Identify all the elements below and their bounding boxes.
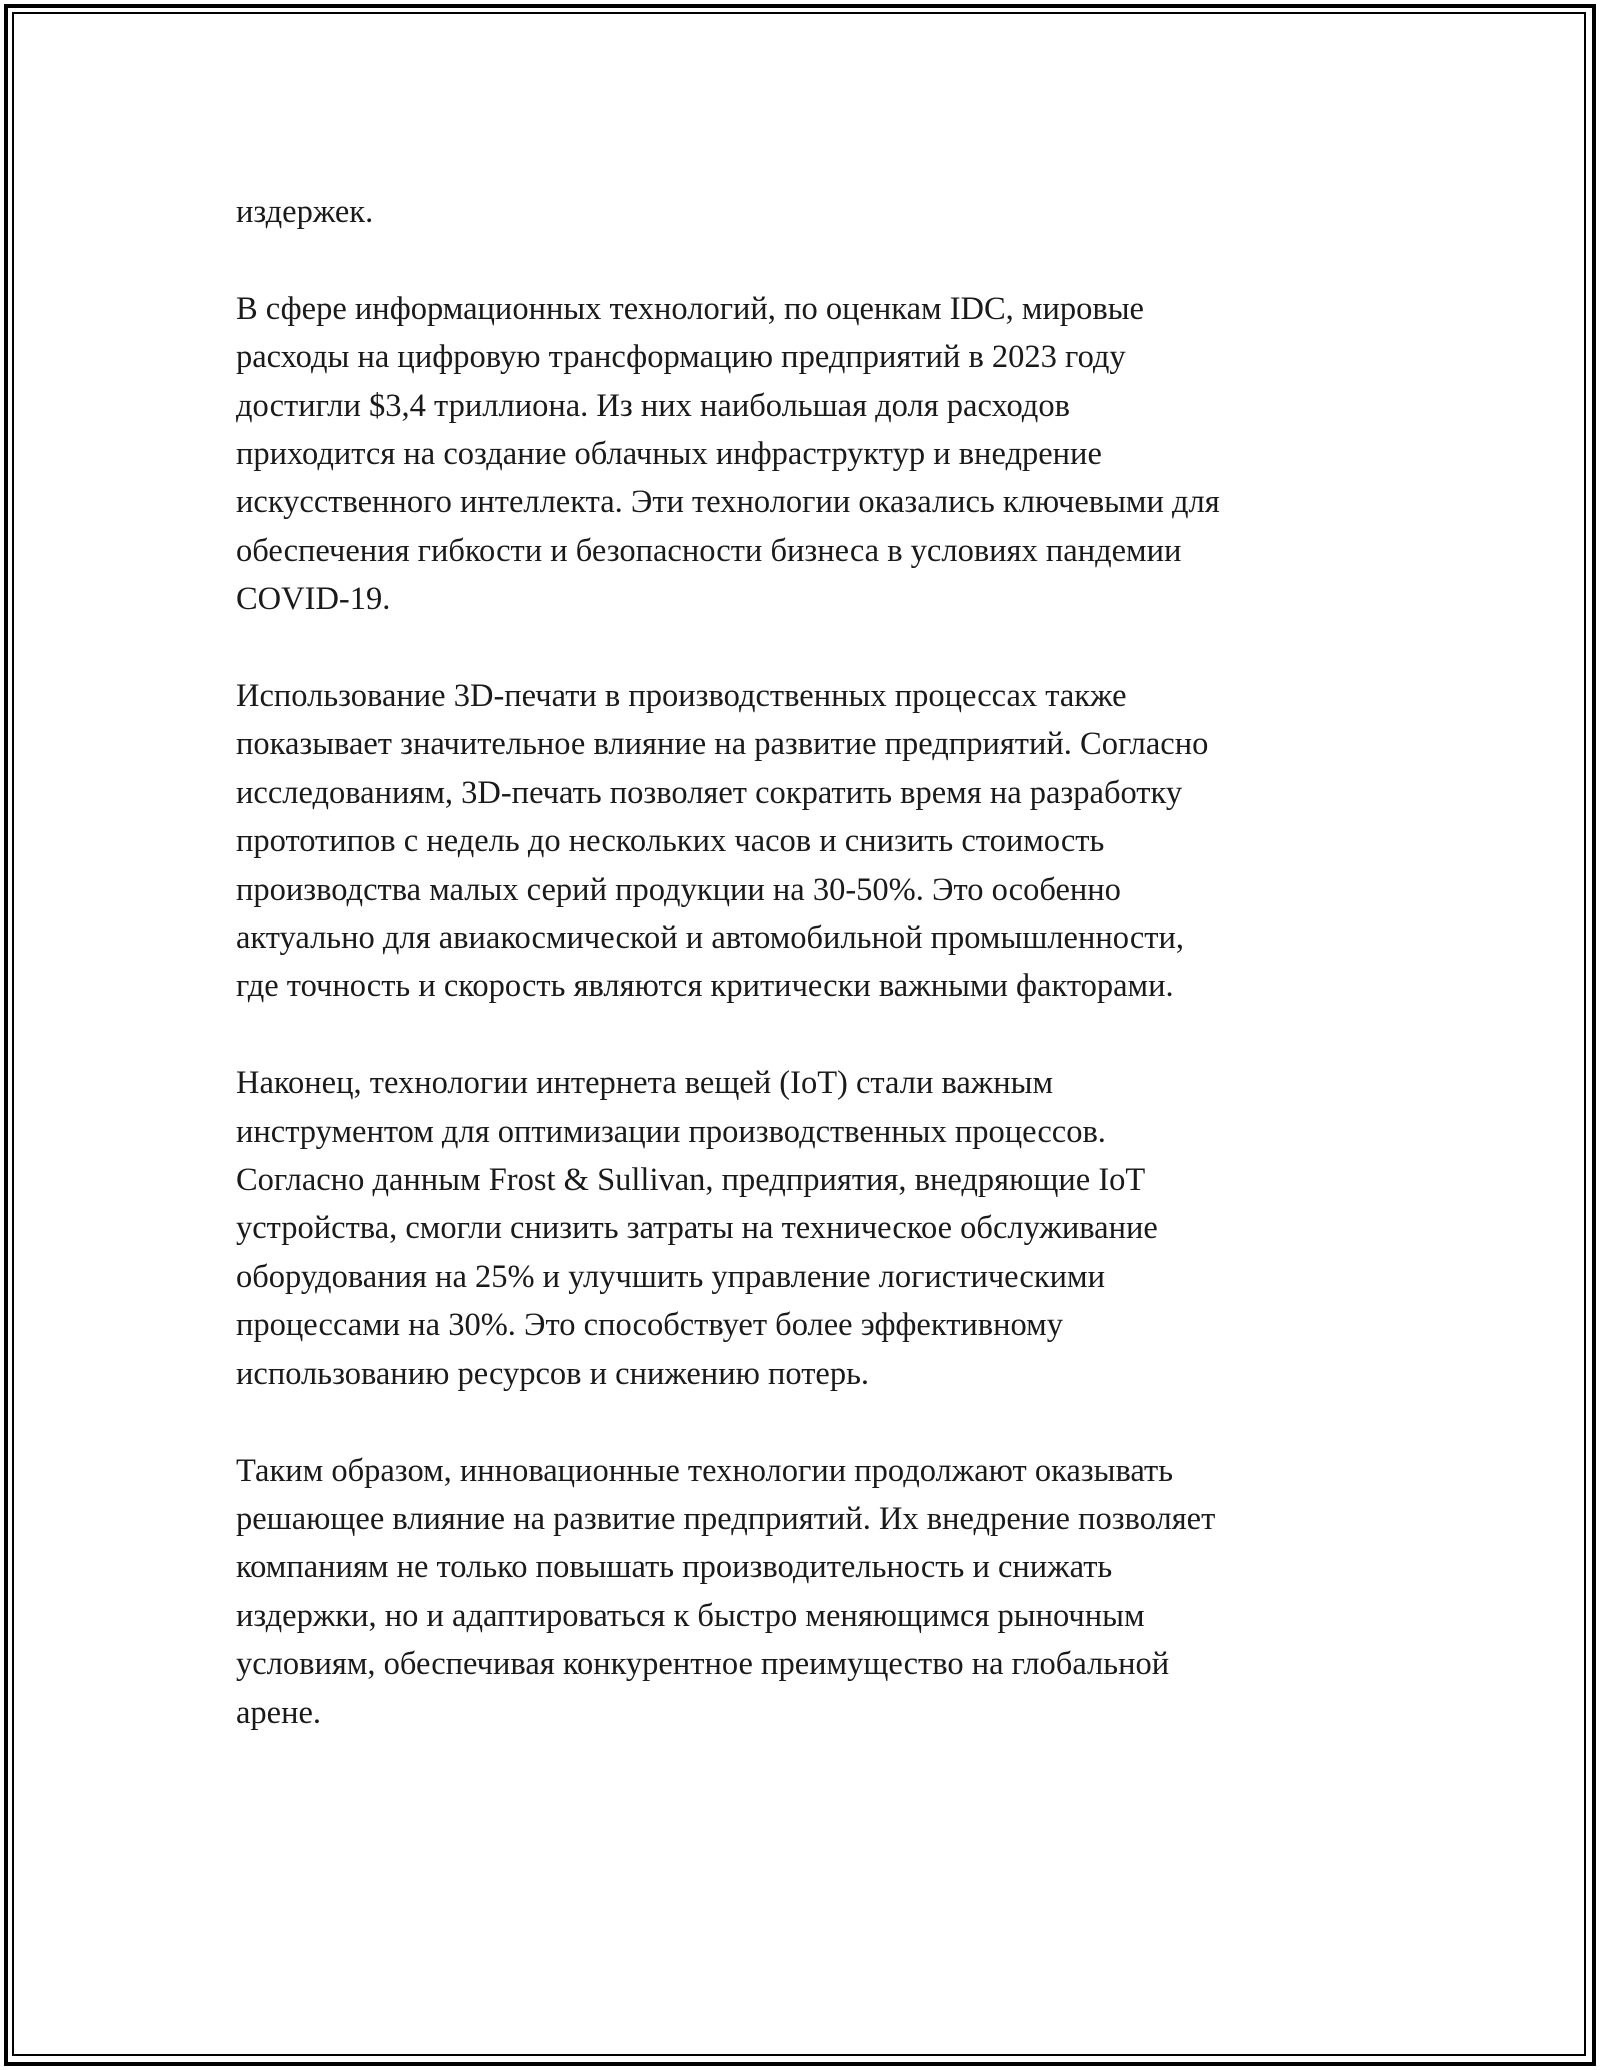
paragraph-2: [236, 285, 1386, 624]
text-line: приходится на создание облачных инфраструктур и внедрение: [236, 436, 1102, 473]
text-line: использованию ресурсов и снижению потерь.: [236, 1355, 870, 1392]
text-line: Наконец, технологии интернета вещей (IoT) стали важным: [236, 1065, 1054, 1102]
text-line: расходы на цифровую трансформацию предприятий в 2023 году: [236, 339, 1126, 376]
text-line: издержек.: [236, 194, 374, 230]
text-line: условиям, обеспечивая конкурентное преимущество на глобальной: [236, 1646, 1170, 1683]
paragraph-5: [236, 1447, 1386, 1737]
text-line: инструментом для оптимизации производственных процессов.: [236, 1113, 1106, 1150]
text-line: В сфере информационных технологий, по оценкам IDC, мировые: [236, 290, 1144, 327]
text-line: искусственного интеллекта. Эти технологии оказались ключевыми для: [236, 484, 1220, 521]
text-line: арене.: [236, 1694, 322, 1731]
text-line: процессами на 30%. Это способствует более эффективному: [236, 1307, 1063, 1344]
text-line: компаниям не только повышать производительность и снижать: [236, 1549, 1113, 1586]
text-line: обеспечения гибкости и безопасности бизнеса в условиях пандемии: [236, 532, 1182, 569]
text-line: прототипов с недель до нескольких часов и снизить стоимость: [236, 823, 1105, 860]
text-line: производства малых серий продукции на 30-50%. Это особенно: [236, 871, 1121, 908]
text-line: COVID-19.: [236, 581, 391, 618]
text-line: достигли $3,4 триллиона. Из них наибольшая доля расходов: [236, 387, 1070, 424]
document-body: [236, 188, 1386, 1785]
text-line: исследованиям, 3D-печать позволяет сократить время на разработку: [236, 774, 1183, 811]
text-line: где точность и скорость являются критически важными факторами.: [236, 968, 1174, 1005]
text-line: Таким образом, инновационные технологии продолжают оказывать: [236, 1452, 1174, 1489]
text-line: актуально для авиакосмической и автомобильной промышленности,: [236, 920, 1184, 957]
paragraph-1: [236, 188, 1386, 236]
text-line: оборудования на 25% и улучшить управление логистическими: [236, 1258, 1105, 1295]
paragraph-4: [236, 1059, 1386, 1398]
text-line: издержки, но и адаптироваться к быстро меняющимся рыночным: [236, 1597, 1145, 1634]
text-line: показывает значительное влияние на развитие предприятий. Согласно: [236, 726, 1209, 763]
text-line: устройства, смогли снизить затраты на техническое обслуживание: [236, 1210, 1158, 1247]
text-line: Согласно данным Frost & Sullivan, предприятия, внедряющие IoT: [236, 1162, 1146, 1199]
paragraph-3: [236, 672, 1386, 1011]
text-line: Использование 3D-печати в производственных процессах также: [236, 678, 1127, 715]
text-line: решающее влияние на развитие предприятий. Их внедрение позволяет: [236, 1500, 1216, 1537]
